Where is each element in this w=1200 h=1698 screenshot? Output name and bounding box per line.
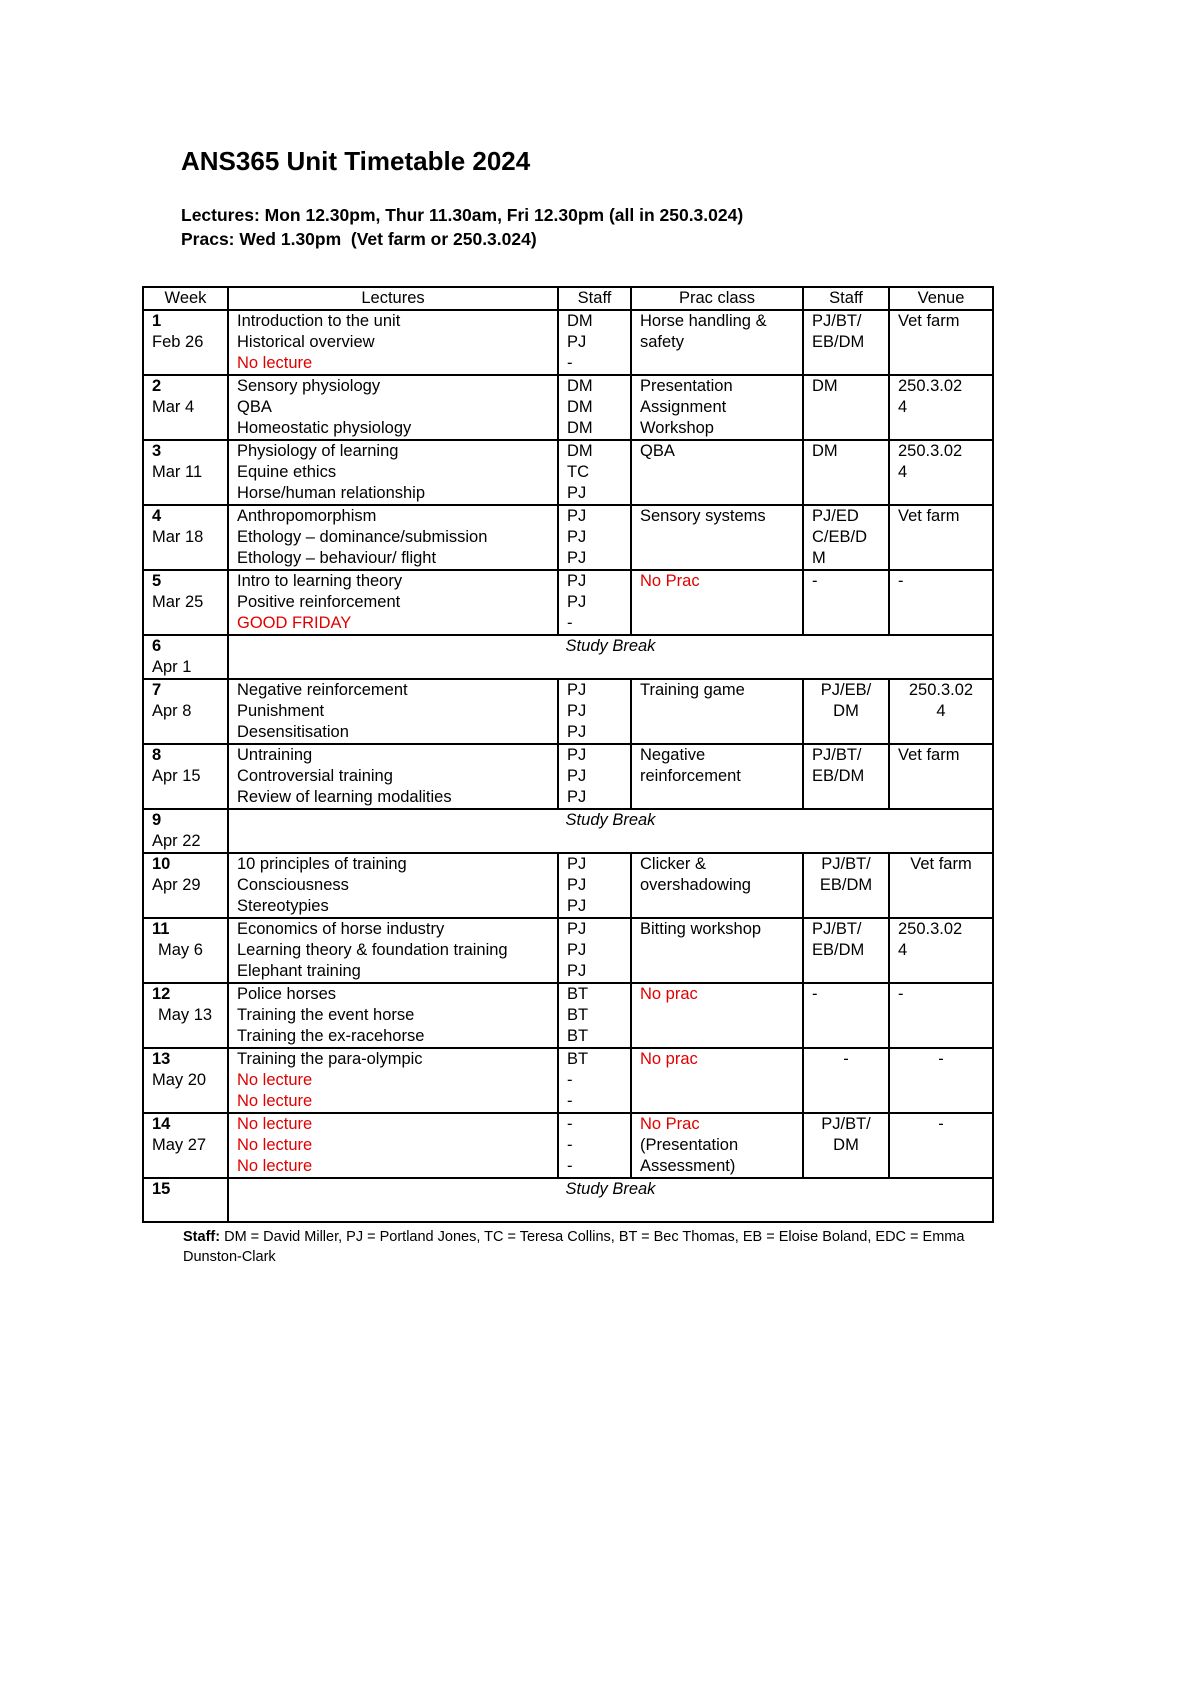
venue-cell xyxy=(889,375,993,440)
prac-cell xyxy=(631,1048,803,1113)
study-break-cell: Study Break xyxy=(228,1178,993,1222)
week-row xyxy=(143,440,993,505)
prac-line: Presentation xyxy=(640,377,733,395)
prac-cell xyxy=(631,744,803,809)
venue-cell xyxy=(889,310,993,375)
lecture-staff-line: PJ xyxy=(567,484,587,502)
lecture-staff-line: DM xyxy=(567,377,593,395)
lecture-staff-line: BT xyxy=(567,1006,589,1024)
pracs-info: Pracs: Wed 1.30pm (Vet farm or 250.3.024) xyxy=(181,229,537,249)
lecture-line: Elephant training xyxy=(237,962,361,980)
lecture-line: No lecture xyxy=(237,1115,313,1133)
lecture-staff-line: - xyxy=(567,1071,573,1089)
lecture-staff-line: PJ xyxy=(567,333,587,351)
lecture-line: Training the event horse xyxy=(237,1006,415,1024)
prac-cell xyxy=(631,679,803,744)
lecture-line: GOOD FRIDAY xyxy=(237,614,352,632)
lecture-staff-line: PJ xyxy=(567,876,587,894)
week-date: Apr 15 xyxy=(152,767,201,785)
week-number: 4 xyxy=(152,507,162,525)
venue-cell xyxy=(889,1113,993,1178)
prac-staff-line: PJ/BT/ xyxy=(812,312,862,330)
lecture-cell xyxy=(228,918,558,983)
venue-line: 250.3.02 xyxy=(898,920,963,938)
lecture-staff-cell xyxy=(558,983,631,1048)
prac-staff-line: - xyxy=(812,985,818,1003)
prac-staff-line: EB/DM xyxy=(812,767,865,785)
lectures-info: Lectures: Mon 12.30pm, Thur 11.30am, Fri 12.30pm (all in 250.3.024) xyxy=(181,205,744,225)
week-number: 14 xyxy=(152,1115,171,1133)
lecture-line: Introduction to the unit xyxy=(237,312,401,330)
lecture-staff-cell xyxy=(558,918,631,983)
venue-line: 4 xyxy=(936,702,946,720)
venue-cell xyxy=(889,983,993,1048)
week-cell xyxy=(143,1048,228,1113)
lecture-staff-cell xyxy=(558,505,631,570)
prac-line: No prac xyxy=(640,985,698,1003)
prac-cell xyxy=(631,570,803,635)
staff-legend-text: DM = David Miller, PJ = Portland Jones, TC = Teresa Collins, BT = Bec Thomas, EB = Eloise Boland, EDC = Emma Dunston-Clark xyxy=(183,1229,965,1265)
lecture-staff-line: PJ xyxy=(567,593,587,611)
venue-line: 4 xyxy=(898,398,908,416)
lecture-cell xyxy=(228,505,558,570)
prac-line: Workshop xyxy=(640,419,714,437)
prac-staff-cell xyxy=(803,1113,889,1178)
week-row xyxy=(143,310,993,375)
prac-staff-cell xyxy=(803,440,889,505)
venue-cell xyxy=(889,918,993,983)
week-date: May 20 xyxy=(152,1071,207,1089)
week-row xyxy=(143,1048,993,1113)
prac-staff-line: PJ/BT/ xyxy=(821,855,871,873)
week-date: Feb 26 xyxy=(152,333,204,351)
lecture-staff-cell xyxy=(558,570,631,635)
lecture-staff-line: PJ xyxy=(567,723,587,741)
week-date: Mar 11 xyxy=(152,463,203,481)
lecture-staff-line: - xyxy=(567,1092,573,1110)
venue-line: Vet farm xyxy=(898,507,960,525)
lecture-cell xyxy=(228,744,558,809)
prac-staff-cell xyxy=(803,983,889,1048)
prac-staff-line: PJ/BT/ xyxy=(812,920,862,938)
week-date: May 6 xyxy=(158,941,203,959)
prac-staff-line: DM xyxy=(812,442,838,460)
venue-line: - xyxy=(898,985,904,1003)
lecture-line: Untraining xyxy=(237,746,313,764)
prac-cell xyxy=(631,440,803,505)
lecture-line: Stereotypies xyxy=(237,897,329,915)
prac-staff-cell xyxy=(803,853,889,918)
week-number: 3 xyxy=(152,442,162,460)
lecture-line: Police horses xyxy=(237,985,337,1003)
lecture-line: No lecture xyxy=(237,354,313,372)
prac-staff-line: C/EB/D xyxy=(812,528,868,546)
lecture-staff-line: PJ xyxy=(567,941,587,959)
lecture-staff-line: PJ xyxy=(567,746,587,764)
week-row xyxy=(143,744,993,809)
prac-cell xyxy=(631,310,803,375)
header-prac-class: Prac class xyxy=(631,287,803,310)
lecture-staff-line: PJ xyxy=(567,702,587,720)
prac-line: Bitting workshop xyxy=(640,920,762,938)
venue-line: Vet farm xyxy=(898,312,960,330)
prac-line: overshadowing xyxy=(640,876,751,894)
venue-cell xyxy=(889,570,993,635)
lecture-line: 10 principles of training xyxy=(237,855,407,873)
study-break-cell: Study Break xyxy=(228,809,993,853)
week-row xyxy=(143,1113,993,1178)
week-cell xyxy=(143,1178,228,1222)
page-title: ANS365 Unit Timetable 2024 xyxy=(181,146,531,176)
lecture-cell xyxy=(228,1113,558,1178)
prac-staff-cell xyxy=(803,679,889,744)
prac-line: No Prac xyxy=(640,1115,700,1133)
prac-staff-line: DM xyxy=(833,702,859,720)
lecture-staff-line: PJ xyxy=(567,681,587,699)
lecture-staff-line: DM xyxy=(567,312,593,330)
venue-cell xyxy=(889,853,993,918)
lecture-staff-line: PJ xyxy=(567,572,587,590)
header-venue: Venue xyxy=(889,287,993,310)
prac-staff-line: - xyxy=(843,1050,849,1068)
prac-line: Training game xyxy=(640,681,745,699)
week-cell xyxy=(143,310,228,375)
lecture-line: Ethology – dominance/submission xyxy=(237,528,488,546)
week-number: 15 xyxy=(152,1180,171,1198)
lecture-line: Historical overview xyxy=(237,333,375,351)
week-cell xyxy=(143,853,228,918)
week-number: 5 xyxy=(152,572,162,590)
staff-legend xyxy=(183,1227,1023,1267)
lecture-staff-line: - xyxy=(567,1136,573,1154)
header-staff: Staff xyxy=(558,287,631,310)
lecture-staff-line: DM xyxy=(567,398,593,416)
prac-staff-cell xyxy=(803,1048,889,1113)
lecture-staff-cell xyxy=(558,1048,631,1113)
week-row xyxy=(143,679,993,744)
lecture-line: No lecture xyxy=(237,1071,313,1089)
week-cell xyxy=(143,1113,228,1178)
lecture-staff-line: PJ xyxy=(567,962,587,980)
lecture-staff-line: DM xyxy=(567,419,593,437)
week-row xyxy=(143,918,993,983)
lecture-staff-line: PJ xyxy=(567,549,587,567)
prac-staff-line: EB/DM xyxy=(812,333,865,351)
lecture-line: Negative reinforcement xyxy=(237,681,408,699)
lecture-line: Homeostatic physiology xyxy=(237,419,412,437)
lecture-staff-line: PJ xyxy=(567,855,587,873)
week-number: 8 xyxy=(152,746,162,764)
prac-staff-line: PJ/EB/ xyxy=(820,681,872,699)
week-cell xyxy=(143,375,228,440)
lecture-line: No lecture xyxy=(237,1092,313,1110)
venue-line: 250.3.02 xyxy=(898,442,963,460)
week-date: Mar 4 xyxy=(152,398,195,416)
lecture-staff-line: PJ xyxy=(567,897,587,915)
lecture-staff-cell xyxy=(558,679,631,744)
lecture-line: Sensory physiology xyxy=(237,377,381,395)
prac-staff-line: - xyxy=(812,572,818,590)
prac-line: Clicker & xyxy=(640,855,707,873)
venue-cell xyxy=(889,440,993,505)
prac-staff-line: PJ/BT/ xyxy=(821,1115,871,1133)
week-row xyxy=(143,505,993,570)
week-cell xyxy=(143,744,228,809)
prac-staff-line: DM xyxy=(833,1136,859,1154)
prac-line: safety xyxy=(640,333,685,351)
study-break-cell: Study Break xyxy=(228,635,993,679)
lecture-line: Economics of horse industry xyxy=(237,920,445,938)
venue-line: 250.3.02 xyxy=(898,377,963,395)
lecture-staff-line: PJ xyxy=(567,920,587,938)
prac-line: Negative xyxy=(640,746,706,764)
lecture-cell xyxy=(228,375,558,440)
week-date: Apr 1 xyxy=(152,658,192,676)
prac-staff-cell xyxy=(803,505,889,570)
venue-line: 250.3.02 xyxy=(908,681,974,699)
prac-staff-line: EB/DM xyxy=(812,941,865,959)
week-number: 9 xyxy=(152,811,162,829)
prac-staff-line: PJ/BT/ xyxy=(812,746,862,764)
lecture-staff-line: BT xyxy=(567,985,589,1003)
week-cell xyxy=(143,983,228,1048)
lecture-staff-cell xyxy=(558,853,631,918)
lecture-line: Intro to learning theory xyxy=(237,572,403,590)
header-week: Week xyxy=(143,287,228,310)
week-date: May 27 xyxy=(152,1136,207,1154)
prac-line: Assessment) xyxy=(640,1157,736,1175)
venue-line: 4 xyxy=(898,941,908,959)
prac-staff-cell xyxy=(803,744,889,809)
prac-line: Assignment xyxy=(640,398,727,416)
header-prac-staff: Staff xyxy=(803,287,889,310)
week-date: Mar 25 xyxy=(152,593,204,611)
lecture-staff-cell xyxy=(558,1113,631,1178)
lecture-staff-cell xyxy=(558,440,631,505)
lecture-staff-line: PJ xyxy=(567,507,587,525)
lecture-cell xyxy=(228,983,558,1048)
prac-line: Horse handling & xyxy=(640,312,767,330)
week-row xyxy=(143,375,993,440)
lecture-staff-line: - xyxy=(567,1157,573,1175)
lecture-line: Equine ethics xyxy=(237,463,337,481)
venue-cell xyxy=(889,1048,993,1113)
lecture-line: Ethology – behaviour/ flight xyxy=(237,549,437,567)
week-number: 11 xyxy=(152,920,170,938)
week-cell xyxy=(143,505,228,570)
week-date: May 13 xyxy=(158,1006,213,1024)
lecture-staff-line: BT xyxy=(567,1027,589,1045)
week-row xyxy=(143,635,993,679)
week-number: 6 xyxy=(152,637,162,655)
lecture-staff-line: PJ xyxy=(567,767,587,785)
prac-line: Sensory systems xyxy=(640,507,766,525)
lecture-line: Training the ex-racehorse xyxy=(237,1027,425,1045)
week-number: 13 xyxy=(152,1050,171,1068)
lecture-staff-cell xyxy=(558,744,631,809)
week-cell xyxy=(143,570,228,635)
lecture-line: No lecture xyxy=(237,1136,313,1154)
week-date: Apr 29 xyxy=(152,876,201,894)
lecture-staff-line: TC xyxy=(567,463,589,481)
lecture-staff-line: PJ xyxy=(567,528,587,546)
venue-cell xyxy=(889,505,993,570)
lecture-cell xyxy=(228,853,558,918)
week-number: 1 xyxy=(152,312,162,330)
week-date: Apr 22 xyxy=(152,832,201,850)
venue-line: Vet farm xyxy=(898,746,960,764)
week-cell xyxy=(143,918,228,983)
venue-cell xyxy=(889,679,993,744)
header-row xyxy=(143,287,993,310)
venue-line: Vet farm xyxy=(910,855,972,873)
prac-cell xyxy=(631,853,803,918)
lecture-staff-cell xyxy=(558,310,631,375)
prac-staff-line: PJ/ED xyxy=(812,507,859,525)
prac-staff-line: EB/DM xyxy=(819,876,873,894)
lecture-cell xyxy=(228,310,558,375)
week-number: 2 xyxy=(152,377,162,395)
week-row xyxy=(143,853,993,918)
lecture-line: Punishment xyxy=(237,702,325,720)
lecture-line: Controversial training xyxy=(237,767,393,785)
lecture-cell xyxy=(228,679,558,744)
lecture-line: Horse/human relationship xyxy=(237,484,426,502)
venue-line: - xyxy=(898,572,904,590)
prac-staff-cell xyxy=(803,570,889,635)
prac-cell xyxy=(631,1113,803,1178)
venue-line: - xyxy=(938,1115,944,1133)
prac-staff-cell xyxy=(803,310,889,375)
lecture-cell xyxy=(228,1048,558,1113)
lecture-staff-line: PJ xyxy=(567,788,587,806)
staff-legend-label: Staff: xyxy=(183,1229,221,1245)
lecture-cell xyxy=(228,570,558,635)
timetable xyxy=(142,286,994,1223)
venue-line: 4 xyxy=(898,463,908,481)
week-row xyxy=(143,570,993,635)
week-row xyxy=(143,809,993,853)
prac-line: reinforcement xyxy=(640,767,741,785)
week-date: Mar 18 xyxy=(152,528,204,546)
lecture-staff-line: - xyxy=(567,1115,573,1133)
prac-cell xyxy=(631,918,803,983)
lecture-line: Learning theory & foundation training xyxy=(237,941,508,959)
prac-line: No Prac xyxy=(640,572,700,590)
lecture-line: Desensitisation xyxy=(237,723,349,741)
venue-line: - xyxy=(938,1050,944,1068)
week-row xyxy=(143,1178,993,1222)
header-lectures: Lectures xyxy=(228,287,558,310)
prac-staff-line: DM xyxy=(812,377,838,395)
prac-line: QBA xyxy=(640,442,675,460)
prac-cell xyxy=(631,505,803,570)
lecture-staff-line: DM xyxy=(567,442,593,460)
lecture-line: Physiology of learning xyxy=(237,442,399,460)
prac-line: (Presentation xyxy=(640,1136,739,1154)
week-cell xyxy=(143,809,228,853)
lecture-cell xyxy=(228,440,558,505)
lecture-line: Consciousness xyxy=(237,876,349,894)
week-cell xyxy=(143,635,228,679)
lecture-line: Anthropomorphism xyxy=(237,507,377,525)
week-number: 7 xyxy=(152,681,162,699)
week-number: 10 xyxy=(152,855,171,873)
lecture-staff-line: - xyxy=(567,354,573,372)
prac-cell xyxy=(631,375,803,440)
week-cell xyxy=(143,440,228,505)
lecture-line: Training the para-olympic xyxy=(237,1050,423,1068)
prac-staff-cell xyxy=(803,375,889,440)
week-number: 12 xyxy=(152,985,171,1003)
week-row xyxy=(143,983,993,1048)
lecture-staff-line: BT xyxy=(567,1050,589,1068)
lecture-staff-cell xyxy=(558,375,631,440)
venue-cell xyxy=(889,744,993,809)
prac-staff-line: M xyxy=(812,549,826,567)
lecture-staff-line: - xyxy=(567,614,573,632)
prac-line: No prac xyxy=(640,1050,698,1068)
prac-cell xyxy=(631,983,803,1048)
lecture-line: No lecture xyxy=(237,1157,313,1175)
week-cell xyxy=(143,679,228,744)
week-date: Apr 8 xyxy=(152,702,192,720)
lecture-line: Positive reinforcement xyxy=(237,593,401,611)
prac-staff-cell xyxy=(803,918,889,983)
lecture-line: Review of learning modalities xyxy=(237,788,452,806)
lecture-line: QBA xyxy=(237,398,272,416)
